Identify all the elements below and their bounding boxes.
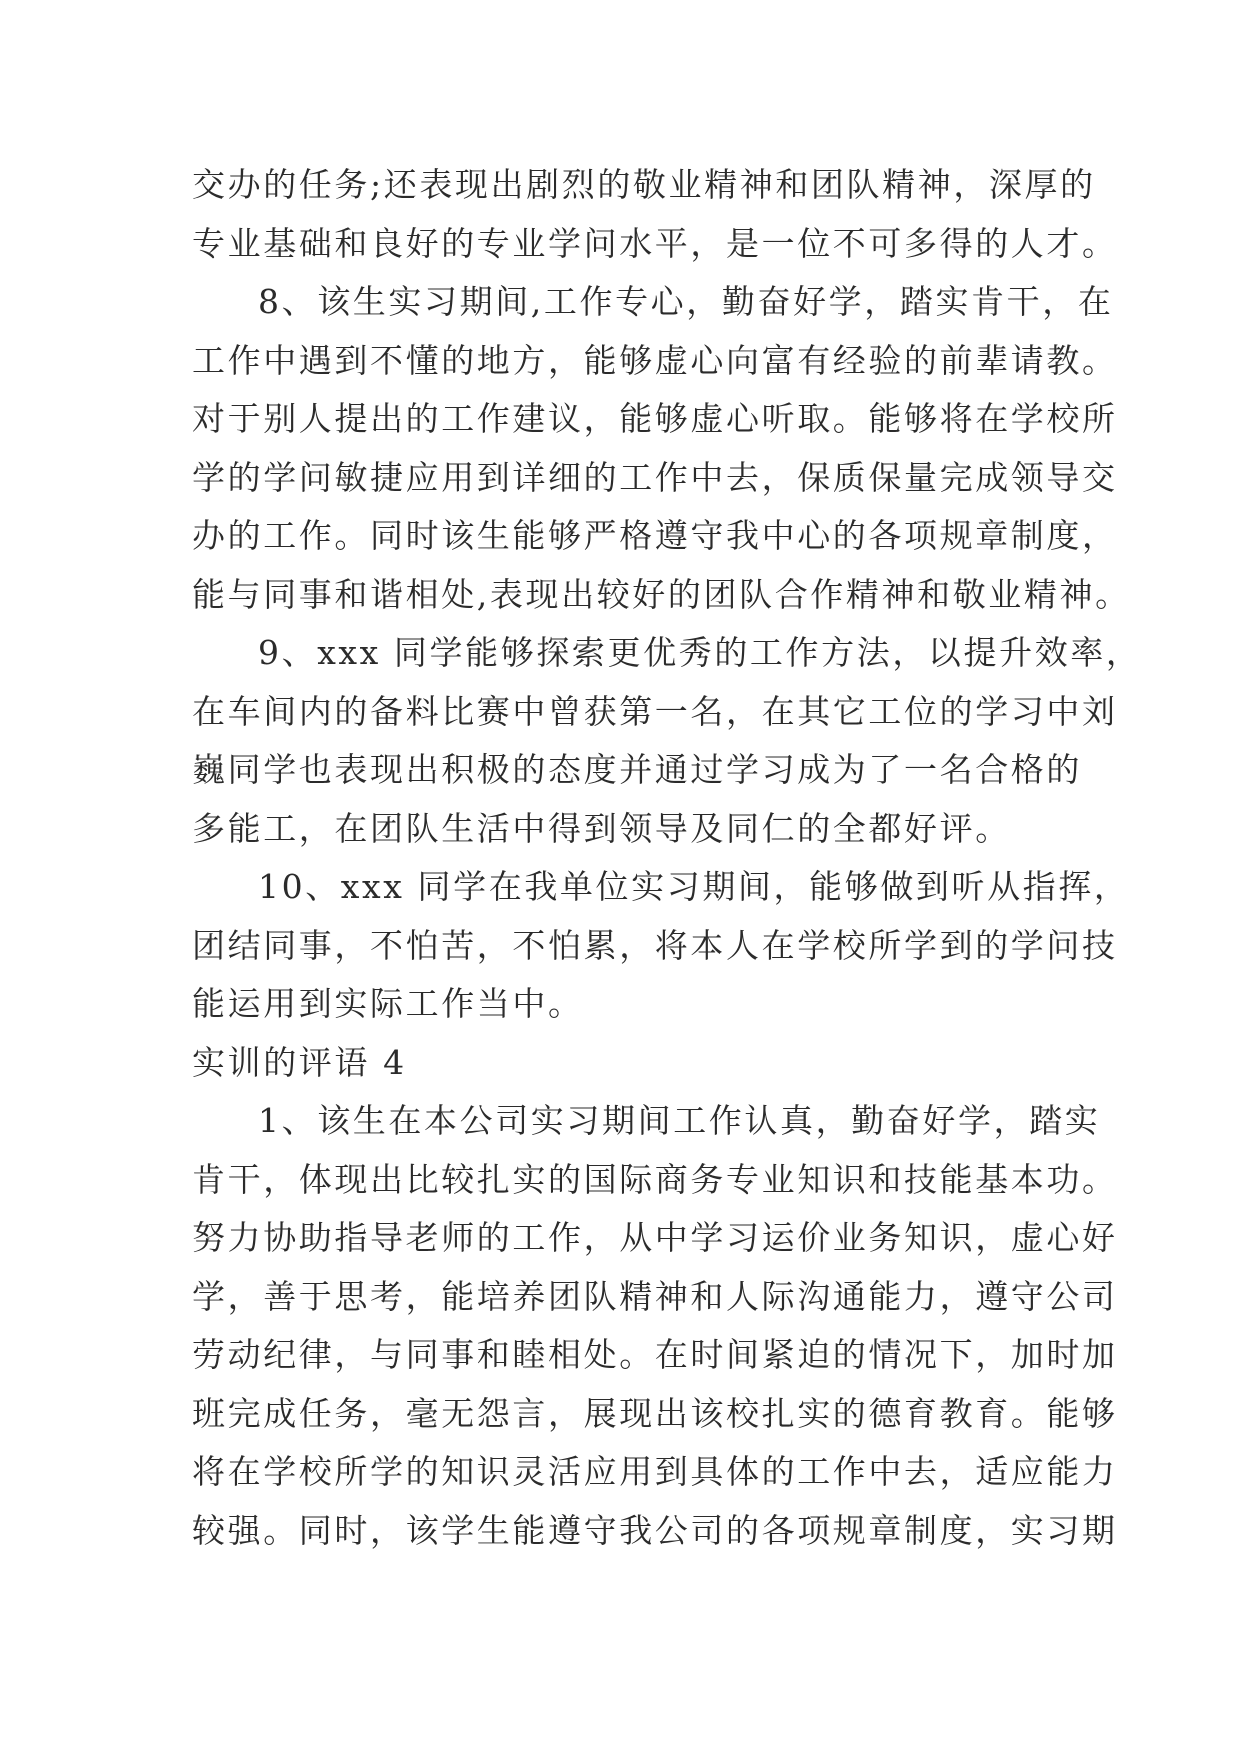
paragraph-first-line: 10、xxx 同学在我单位实习期间，能够做到听从指挥， [258,867,1130,906]
text-line: 能与同事和谐相处,表现出较好的团队合作精神和敬业精神。 [192,574,1131,614]
document-body [192,156,1142,1560]
text-line: 班完成任务，毫无怨言，展现出该校扎实的德育教育。能够 [192,1393,1118,1433]
paragraph-first-line: 8、该生实习期间,工作专心，勤奋好学，踏实肯干，在 [258,282,1114,321]
text-line: 学，善于思考，能培养团队精神和人际沟通能力，遵守公司 [192,1276,1118,1316]
text-line: 办的工作。同时该生能够严格遵守我中心的各项规章制度， [192,516,1118,555]
text-line: 肯干，体现出比较扎实的国际商务专业知识和技能基本功。 [192,1159,1118,1199]
paragraph-first-line: 9、xxx 同学能够探索更优秀的工作方法，以提升效率， [258,633,1142,672]
text-line: 对于别人提出的工作建议，能够虚心听取。能够将在学校所 [192,399,1118,438]
text-line: 巍同学也表现出积极的态度并通过学习成为了一名合格的 [192,750,1082,789]
text-line: 能运用到实际工作当中。 [192,984,584,1023]
text-line: 较强。同时，该学生能遵守我公司的各项规章制度，实习期 [192,1510,1118,1550]
text-line: 交办的任务;还表现出剧烈的敬业精神和团队精神，深厚的 [192,165,1096,204]
text-line: 多能工，在团队生活中得到领导及同仁的全都好评。 [192,808,1011,848]
text-line: 团结同事，不怕苦，不怕累，将本人在学校所学到的学问技 [192,925,1118,965]
text-line: 将在学校所学的知识灵活应用到具体的工作中去，适应能力 [192,1452,1118,1491]
text-line: 在车间内的备料比赛中曾获第一名，在其它工位的学习中刘 [192,691,1118,731]
text-line: 劳动纪律，与同事和睦相处。在时间紧迫的情况下，加时加 [192,1335,1118,1374]
paragraph-first-line: 1、该生在本公司实习期间工作认真，勤奋好学，踏实 [258,1101,1101,1140]
text-line: 专业基础和良好的专业学问水平，是一位不可多得的人才。 [192,223,1118,263]
text-line: 学的学问敏捷应用到详细的工作中去，保质保量完成领导交 [192,457,1118,497]
text-line: 实训的评语 4 [192,1042,407,1082]
text-line: 工作中遇到不懂的地方，能够虚心向富有经验的前辈请教。 [192,340,1118,380]
text-line: 努力协助指导老师的工作，从中学习运价业务知识，虚心好 [192,1218,1118,1257]
